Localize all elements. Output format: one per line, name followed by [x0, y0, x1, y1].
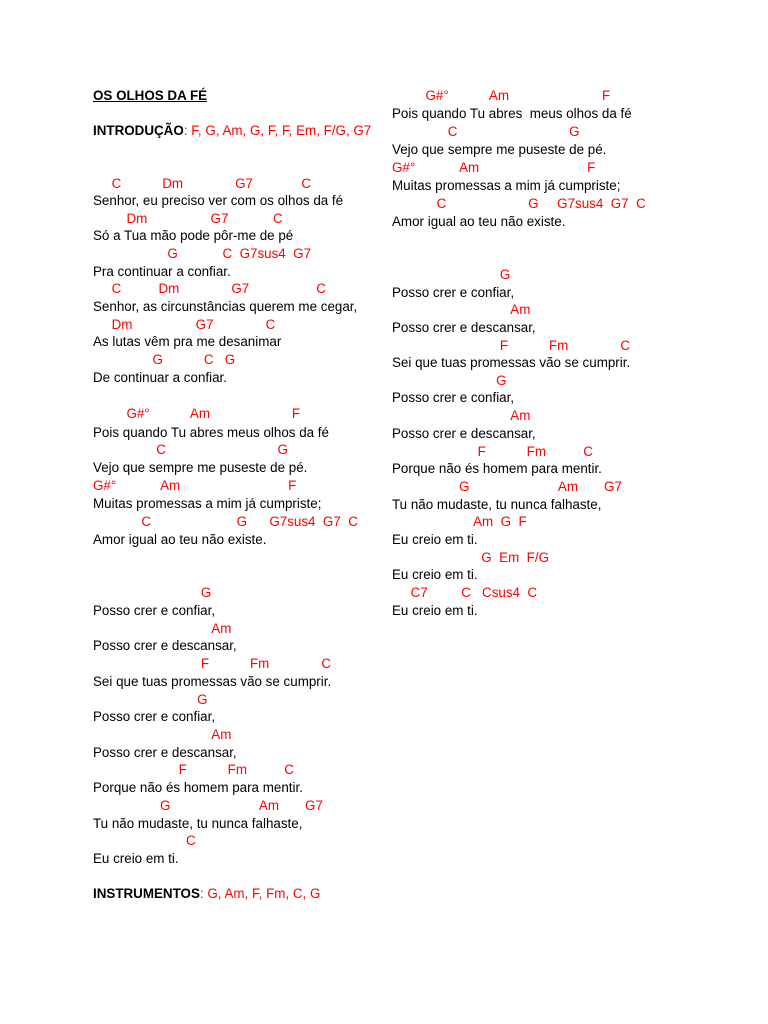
chord-line: G#° Am F	[392, 160, 596, 175]
chord-line: C G G7sus4 G7 C	[93, 514, 358, 529]
lyric-line: Pra continuar a confiar.	[93, 264, 231, 279]
instruments-line	[93, 886, 320, 902]
chord-line: G C G	[93, 352, 236, 367]
chord-line: F Fm C	[93, 656, 332, 671]
chord-line: C Dm G7 C	[93, 176, 312, 191]
lyric-line: Tu não mudaste, tu nunca falhaste,	[93, 816, 303, 831]
lyric-line: Eu creio em ti.	[392, 567, 478, 582]
lyric-line: Posso crer e confiar,	[93, 603, 216, 618]
lyric-line: De continuar a confiar.	[93, 370, 227, 385]
chord-line: G	[392, 373, 507, 388]
lyric-line: Posso crer e confiar,	[392, 285, 515, 300]
lyric-line: Senhor, as circunstâncias querem me cegar,	[93, 299, 358, 314]
lyric-line: Sei que tuas promessas vão se cumprir.	[392, 355, 631, 370]
chord-line: Am	[93, 621, 232, 636]
chord-line: C	[93, 833, 196, 848]
lyric-line: Pois quando Tu abres meus olhos da fé	[392, 106, 632, 121]
chord-line: Am	[392, 302, 531, 317]
instruments-label: INSTRUMENTOS	[93, 886, 200, 901]
lyric-line: Pois quando Tu abres meus olhos da fé	[93, 425, 329, 440]
chord-line: G Am G7	[392, 479, 622, 494]
lyric-line: Porque não és homem para mentir.	[93, 780, 303, 795]
chord-line: G Em F/G	[392, 550, 549, 565]
song-title: OS OLHOS DA FÉ	[93, 88, 208, 103]
lyric-line: Muitas promessas a mim já cumpriste;	[392, 178, 621, 193]
chord-line: Am G F	[392, 514, 527, 529]
intro-label: INTRODUÇÃO	[93, 123, 184, 138]
lyric-line: Posso crer e confiar,	[392, 390, 515, 405]
lyric-line: Amor igual ao teu não existe.	[392, 214, 566, 229]
lyric-line: Eu creio em ti.	[93, 851, 179, 866]
chord-line: G#° Am F	[93, 478, 297, 493]
chord-line: C G	[392, 124, 580, 139]
lyric-line: Muitas promessas a mim já cumpriste;	[93, 496, 322, 511]
chord-line: G Am G7	[93, 798, 323, 813]
lyric-line: Posso crer e descansar,	[93, 638, 237, 653]
lyric-line: Tu não mudaste, tu nunca falhaste,	[392, 497, 602, 512]
instruments-chords: : G, Am, F, Fm, C, G	[199, 886, 321, 901]
chord-line: G	[93, 692, 208, 707]
lyric-line: Posso crer e descansar,	[392, 320, 536, 335]
chord-line: C7 C Csus4 C	[392, 585, 538, 600]
chord-line: C G G7sus4 G7 C	[392, 196, 646, 211]
lyric-line: Eu creio em ti.	[392, 603, 478, 618]
chord-line: G C G7sus4 G7	[93, 246, 312, 261]
chord-line: C G	[93, 442, 288, 457]
lyric-line: As lutas vêm pra me desanimar	[93, 334, 282, 349]
lyric-line: Posso crer e descansar,	[392, 426, 536, 441]
lyric-line: Vejo que sempre me puseste de pé.	[392, 142, 607, 157]
chord-line: Dm G7 C	[93, 317, 276, 332]
lyric-line: Amor igual ao teu não existe.	[93, 532, 267, 547]
chord-line: Dm G7 C	[93, 211, 283, 226]
lyric-line: Sei que tuas promessas vão se cumprir.	[93, 674, 332, 689]
chord-line: F Fm C	[392, 444, 593, 459]
lyric-line: Posso crer e descansar,	[93, 745, 237, 760]
chord-line: Am	[93, 727, 232, 742]
lyric-line: Senhor, eu preciso ver com os olhos da fé	[93, 193, 344, 208]
intro-line	[93, 123, 373, 139]
chord-line: C Dm G7 C	[93, 281, 326, 296]
lyric-line: Só a Tua mão pode pôr-me de pé	[93, 228, 294, 243]
lyric-line: Porque não és homem para mentir.	[392, 461, 602, 476]
chord-line: G	[392, 267, 511, 282]
chord-line: F Fm C	[392, 338, 631, 353]
lyric-line: Vejo que sempre me puseste de pé.	[93, 460, 308, 475]
lyric-line: Eu creio em ti.	[392, 532, 478, 547]
chord-line: G#° Am F	[93, 406, 300, 421]
chord-line: G#° Am F	[392, 88, 611, 103]
chord-line: G	[93, 585, 212, 600]
chord-line: F Fm C	[93, 762, 294, 777]
chord-line: Am	[392, 408, 531, 423]
intro-chords: : F, G, Am, G, F, F, Em, F/G, G7	[183, 123, 372, 138]
lyric-line: Posso crer e confiar,	[93, 709, 216, 724]
